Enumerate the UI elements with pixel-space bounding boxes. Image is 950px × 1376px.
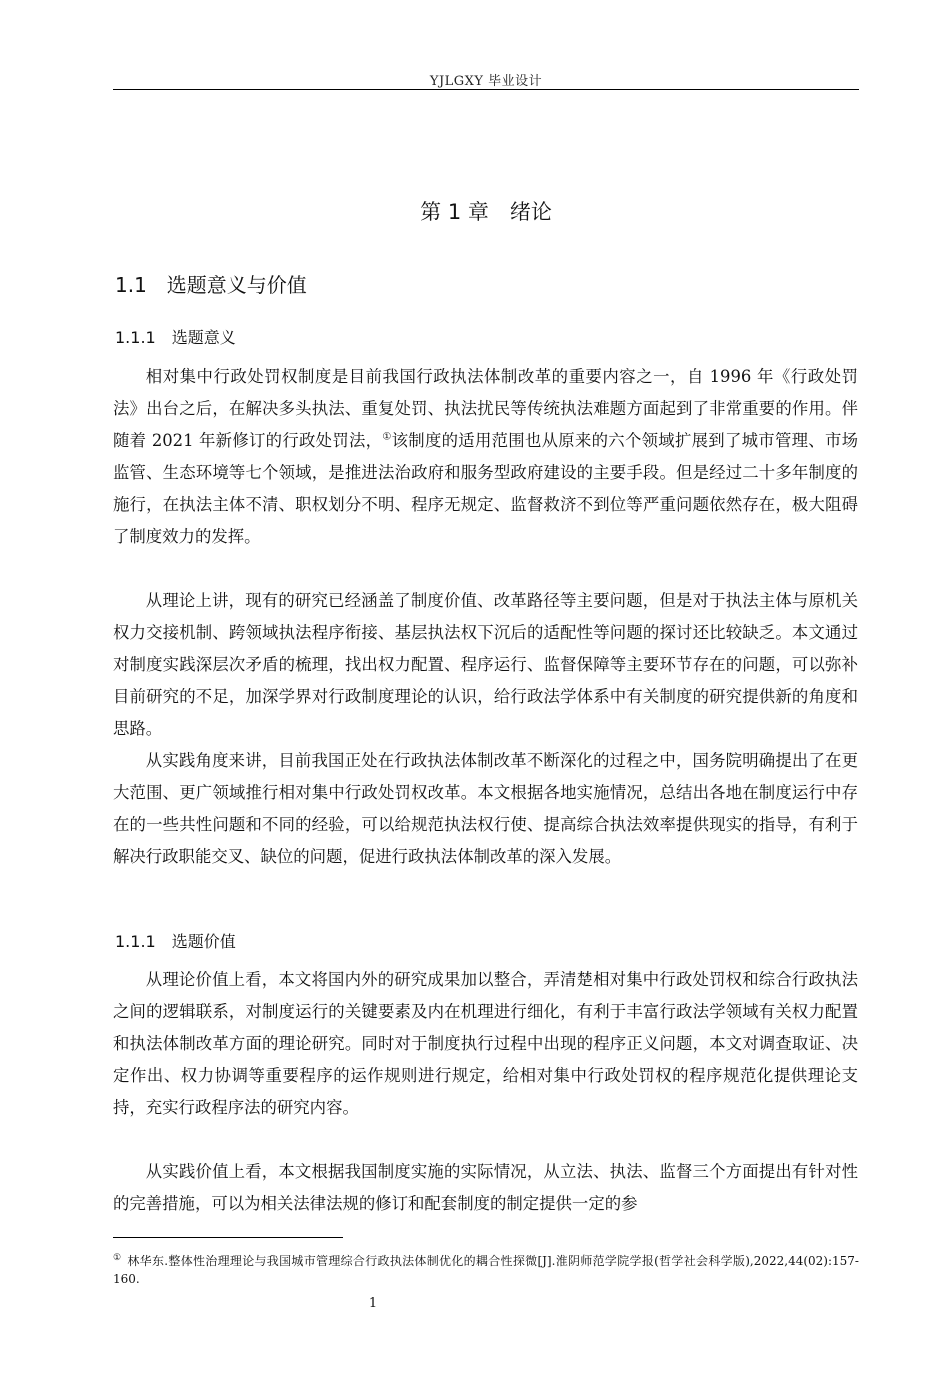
paragraph-practice-value: 从实践价值上看，本文根据我国制度实施的实际情况，从立法、执法、监督三个方面提出有针对性的完善措施，可以为相关法律法规的修订和配套制度的制定提供一定的参 [113,1162,858,1213]
footnote-text: 林华东.整体性治理理论与我国城市管理综合行政执法体制优化的耦合性探微[J].淮阴师范学院学报(哲学社会科学版),2022,44(02):157-160. [113,1254,859,1286]
page-number: 1 [368,1296,378,1311]
paragraph-theory-value: 从理论价值上看，本文将国内外的研究成果加以整合，弄清楚相对集中行政处罚权和综合行政执法之间的逻辑联系，对制度运行的关键要素及内在机理进行细化，有利于丰富行政法学领域有关权力配置和执法体制改革方面的理论研究。同时对于制度执行过程中出现的程序正义问题，本文对调查取证、决定作出、权力协调等重要程序的运作规则进行规定，给相对集中行政处罚权的程序规范化提供理论支持，充实行政程序法的研究内容。 [113,970,858,1117]
paragraph-intro-text-1: 相对集中行政处罚权制度是目前我国行政执法体制改革的重要内容之一，自 1996 年《行政处罚法》出台之后，在解决多头执法、重复处罚、执法扰民等传统执法难题方面起到了非常重要的作用。伴随着 2021 年新修订的行政处罚法， [113,367,858,450]
running-header: YJLGXY 毕业设计 [429,74,543,89]
subsection-title-significance: 1.1.1 选题意义 [115,328,236,347]
footnote-rule [113,1237,343,1238]
footnote [113,1249,859,1288]
paragraph-intro [113,361,858,553]
footnote-mark: ① [113,1253,122,1263]
subsection-title-value: 1.1.1 选题价值 [115,932,236,951]
section-title: 1.1 选题意义与价值 [115,273,307,297]
paragraph-theory: 从理论上讲，现有的研究已经涵盖了制度价值、改革路径等主要问题，但是对于执法主体与原机关权力交接机制、跨领域执法程序衔接、基层执法权下沉后的适配性等问题的探讨还比较缺乏。本文通过对制度实践深层次矛盾的梳理，找出权力配置、程序运行、监督保障等主要环节存在的问题，可以弥补目前研究的不足，加深学界对行政制度理论的认识，给行政法学体系中有关制度的研究提供新的角度和思路。 [113,591,858,738]
footnote-reference[interactable]: ① [382,431,392,443]
chapter-title: 第 1 章 绪论 [420,200,552,224]
header-rule [113,89,859,90]
paragraph-practice: 从实践角度来讲，目前我国正处在行政执法体制改革不断深化的过程之中，国务院明确提出了在更大范围、更广领域推行相对集中行政处罚权改革。本文根据各地实施情况，总结出各地在制度运行中存在的一些共性问题和不同的经验，可以给规范执法权行使、提高综合执法效率提供现实的指导，有利于解决行政职能交叉、缺位的问题，促进行政执法体制改革的深入发展。 [113,751,858,866]
paragraph-intro-text-2: 该制度的适用范围也从原来的六个领域扩展到了城市管理、市场监管、生态环境等七个领域，是推进法治政府和服务型政府建设的主要手段。但是经过二十多年制度的施行，在执法主体不清、职权划分不明、程序无规定、监督救济不到位等严重问题依然存在，极大阻碍了制度效力的发挥。 [113,431,859,546]
